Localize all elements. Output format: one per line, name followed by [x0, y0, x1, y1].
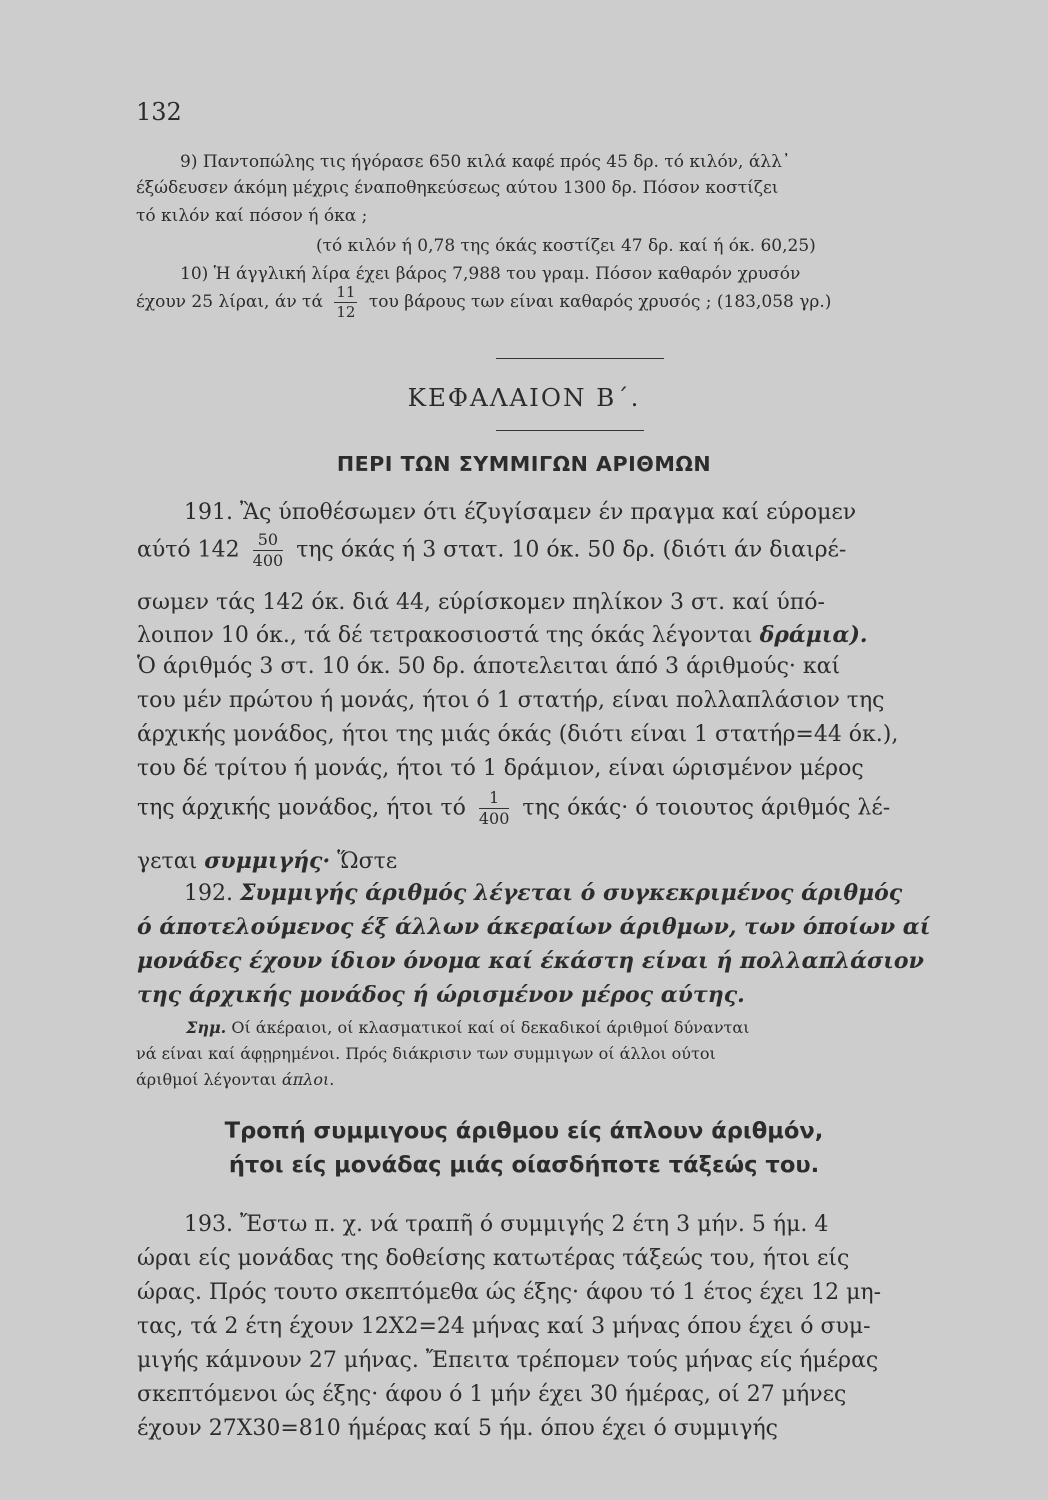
- par191-line4-pre: λοιπον 10 όκ., τά δέ τετρακοσιοστά της όκάς λέγονται: [137, 623, 753, 648]
- note-line1: [186, 1018, 749, 1037]
- exercise-9-answer: (τό κιλόν ή 0,78 της όκάς κοστίζει 47 δρ. καί ή όκ. 60,25): [316, 236, 816, 256]
- fraction-50-400: [253, 532, 284, 569]
- par191-line1: 191. Ἂς ύποθέσωμεν ότι έζυγίσαμεν έν πραγμα καί εύρομεν: [184, 500, 857, 525]
- exercise-9-line2: έξώδευσεν άκόμη μέχρις έναποθηκεύσεως αύτου 1300 δρ. Πόσον κοστίζει: [136, 178, 779, 198]
- exercise-9-line3: τό κιλόν καί πόσον ή όκα ;: [136, 206, 368, 226]
- par191-line9: [137, 790, 890, 827]
- exercise-10-text-post: του βάρους των είναι καθαρός χρυσός ; (183,058 γρ.): [368, 292, 832, 312]
- term-dramia: δράμια).: [759, 622, 868, 648]
- par192-line1-text: Συμμιγής άριθμός λέγεται ό συγκεκριμένος άριθμός: [239, 880, 903, 906]
- par191-line10-post: Ὥστε: [337, 849, 398, 874]
- par192-line3: μονάδες έχουν ίδιον όνομα καί έκάστη είναι ή πολλαπλάσιον: [137, 948, 924, 974]
- par191-line7: άρχικής μονάδος, ήτοι της μιάς όκάς (διότι είναι 1 στατήρ=44 όκ.),: [137, 722, 899, 747]
- term-symmigis: συμμιγής·: [204, 848, 331, 874]
- note-line3-pre: άριθμοί λέγονται: [136, 1070, 277, 1089]
- par191-line9-post: της όκάς· ό τοιουτος άριθμός λέ-: [522, 795, 891, 821]
- par193-line6: σκεπτόμενοι ώς έξης· άφου ό 1 μήν έχει 30 ήμέρας, οί 27 μήνες: [137, 1382, 847, 1407]
- par192-line1: [184, 880, 902, 906]
- note-line3: [136, 1070, 334, 1089]
- divider-top: [496, 358, 664, 359]
- exercise-10-line2: [136, 285, 831, 320]
- term-aploi: άπλοι.: [281, 1070, 335, 1089]
- fraction-denominator: 400: [478, 809, 510, 828]
- par192-number: 192.: [184, 881, 233, 906]
- page-number: 132: [136, 98, 182, 126]
- note-line1-text: Οί άκέραιοι, οί κλασματικοί καί οί δεκαδικοί άριθμοί δύνανται: [231, 1018, 750, 1037]
- par192-line4: της άρχικής μονάδος ή ώρισμένον μέρος αύτης.: [137, 982, 745, 1008]
- par193-line5: μιγής κάμνουν 27 μήνας. Ἔπειτα τρέπομεν τούς μήνας είς ήμέρας: [137, 1348, 879, 1373]
- par191-line5: Ὁ άριθμός 3 στ. 10 όκ. 50 δρ. άποτελειται άπό 3 άριθμούς· καί: [137, 654, 841, 679]
- subheading-line1: Τροπή συμμιγους άριθμου είς άπλουν άριθμόν,: [224, 1118, 824, 1144]
- par193-line2: ώραι είς μονάδας της δοθείσης κατωτέρας τάξεώς του, ήτοι είς: [137, 1246, 850, 1271]
- par191-line10: [137, 848, 397, 874]
- fraction-numerator: 50: [253, 532, 284, 551]
- subheading-line2: ήτοι είς μονάδας μιάς οίασδήποτε τάξεώς του.: [228, 1152, 820, 1178]
- fraction-numerator: 11: [336, 283, 356, 301]
- par191-line6: του μέν πρώτου ή μονάς, ήτοι ό 1 στατήρ, είναι πολλαπλάσιον της: [137, 688, 885, 713]
- par191-line8: του δέ τρίτου ή μονάς, ήτοι τό 1 δράμιον, είναι ώρισμένον μέρος: [137, 756, 864, 781]
- par193-line1: 193. Ἔστω π. χ. νά τραπῆ ό συμμιγής 2 έτη 3 μήν. 5 ήμ. 4: [184, 1212, 829, 1237]
- divider-bottom: [496, 430, 644, 431]
- par192-line2: ό άποτελούμενος έξ άλλων άκεραίων άριθμων, των όποίων αί: [137, 914, 931, 940]
- exercise-10-text-pre: έχουν 25 λίραι, άν τά: [136, 292, 323, 312]
- par191-line4: [137, 622, 868, 648]
- par193-line7: έχουν 27Χ30=810 ήμέρας καί 5 ήμ. όπου έχει ό συμμιγής: [137, 1416, 779, 1441]
- par191-line3: σωμεν τάς 142 όκ. διά 44, εύρίσκομεν πηλίκον 3 στ. καί ύπό-: [137, 590, 825, 615]
- par191-line2-pre: αύτό 142: [137, 537, 240, 563]
- fraction-numerator: 1: [479, 790, 510, 809]
- note-label: Σημ.: [186, 1018, 227, 1037]
- par191-line2-post: της όκάς ή 3 στατ. 10 όκ. 50 δρ. (διότι άν διαιρέ-: [296, 537, 847, 563]
- exercise-10-line1: 10) Ἡ άγγλική λίρα έχει βάρος 7,988 του γραμ. Πόσον καθαρόν χρυσόν: [180, 264, 801, 284]
- note-line2: νά είναι καί άφῃρημένοι. Πρός διάκρισιν των συμμιγων οί άλλοι ούτοι: [136, 1044, 716, 1063]
- par193-line3: ώρας. Πρός τουτο σκεπτόμεθα ώς έξης· άφου τό 1 έτος έχει 12 μη-: [137, 1280, 882, 1305]
- fraction-denominator: 400: [252, 551, 284, 570]
- exercise-9-line1: 9) Παντοπώλης τις ήγόρασε 650 κιλά καφέ πρός 45 δρ. τό κιλόν, άλλ᾽: [180, 152, 791, 172]
- par191-line2: [137, 532, 846, 569]
- section-title: ΠΕΡΙ ΤΩΝ ΣΥΜΜΙΓΩΝ ΑΡΙΘΜΩΝ: [336, 452, 712, 476]
- chapter-title: ΚΕΦΑΛΑΙΟΝ Β΄.: [407, 383, 641, 412]
- par191-line9-pre: της άρχικής μονάδος, ήτοι τό: [137, 795, 466, 821]
- fraction-denominator: 12: [336, 303, 356, 321]
- par191-line10-pre: γεται: [137, 849, 198, 874]
- par193-line4: τας, τά 2 έτη έχουν 12Χ2=24 μήνας καί 3 μήνας όπου έχει ό συμ-: [137, 1314, 871, 1339]
- fraction-11-12: [334, 285, 357, 320]
- fraction-1-400: [479, 790, 510, 827]
